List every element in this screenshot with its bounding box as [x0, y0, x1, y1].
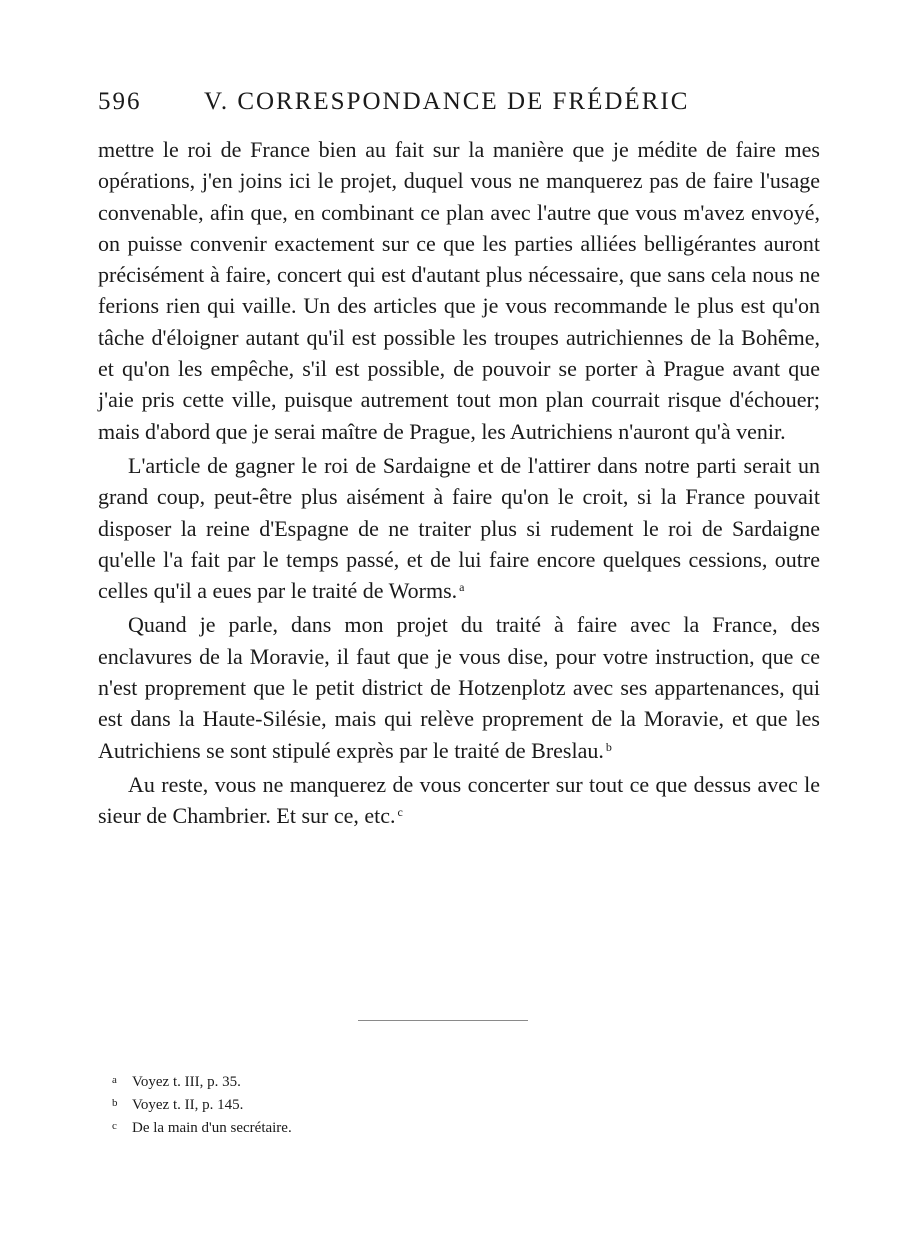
footnote-separator — [358, 1020, 528, 1021]
footnote-text: De la main d'un secrétaire. — [132, 1120, 292, 1136]
running-head — [98, 88, 818, 122]
body-text — [98, 134, 820, 832]
paragraph-4 — [98, 769, 820, 832]
footnote-a — [112, 1070, 612, 1093]
footnote-text: Voyez t. II, p. 145. — [132, 1097, 244, 1113]
paragraph-3 — [98, 609, 820, 765]
footnote-ref-c[interactable]: c — [397, 805, 403, 820]
paragraph-text: mettre le roi de France bien au fait sur la manière que je médite de faire mes opérations, j'en joins ici le projet, duquel vous ne manquerez pas de faire l'usage convenable, afin que, en combinant ce plan avec l'autre que vous m'avez envoyé, on puisse convenir exactement sur ce que les parties alliées belligérantes auront précisément à faire, concert qui est d'autant plus nécessaire, que sans cela nous ne ferions rien qui vaille. Un des articles que je vous recommande le plus est qu'on tâche d'éloigner autant qu'il est possible les troupes autrichiennes de la Bohême, et qu'on les empêche, s'il est possible, de pouvoir se porter à Prague avant que j'aie pris cette ville, puisque autrement tout mon plan courrait risque d'échouer; mais d'abord que je serai maître de Prague, les Autrichiens n'auront qu'à venir. — [98, 137, 820, 444]
page-number: 596 — [98, 88, 142, 115]
footnote-letter: a — [112, 1074, 117, 1086]
footnote-b — [112, 1093, 612, 1116]
paragraph-1 — [98, 134, 820, 447]
paragraph-text: Quand je parle, dans mon projet du traité à faire avec la France, des enclavures de la Moravie, il faut que je vous dise, pour votre instruction, que ce n'est proprement que le petit district de Hotzenplotz avec ses appartenances, qui est dans la Haute-Silésie, mais qui relève proprement de la Moravie, et que les Autrichiens se sont stipulé exprès par le traité de Breslau. — [98, 612, 820, 763]
footnote-c — [112, 1116, 612, 1139]
paragraph-2 — [98, 450, 820, 606]
paragraph-text: L'article de gagner le roi de Sardaigne et de l'attirer dans notre parti serait un grand coup, peut-être plus aisément à faire qu'on le croit, si la France pouvait disposer la reine d'Espagne de ne traiter plus si rudement le roi de Sardaigne qu'elle l'a fait par le temps passé, et de lui faire encore quelques cessions, outre celles qu'il a eues par le traité de Worms. — [98, 452, 820, 604]
footnotes — [112, 1070, 612, 1139]
paragraph-text: Au reste, vous ne manquerez de vous concerter sur tout ce que dessus avec le sieur de Chambrier. Et sur ce, etc. — [98, 771, 820, 829]
footnote-ref-a[interactable]: a — [459, 580, 465, 595]
footnote-ref-b[interactable]: b — [605, 739, 612, 754]
footnote-letter: b — [112, 1097, 118, 1109]
footnote-text: Voyez t. III, p. 35. — [132, 1074, 241, 1090]
footnote-letter: c — [112, 1120, 117, 1132]
running-title: V. CORRESPONDANCE DE FRÉDÉRIC — [204, 88, 690, 115]
